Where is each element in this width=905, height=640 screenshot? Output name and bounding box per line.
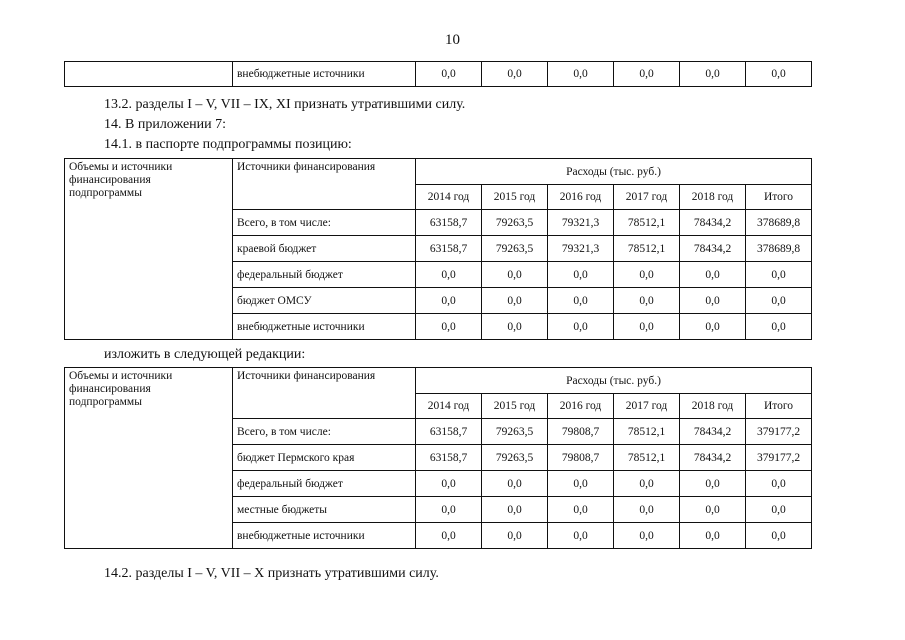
value-cell: 63158,7	[416, 419, 482, 445]
value-cell: 0,0	[746, 314, 812, 340]
value-cell: 79263,5	[482, 445, 548, 471]
value-cell: 0,0	[548, 497, 614, 523]
paragraph-14-2: 14.2. разделы I – V, VII – X признать утратившими силу.	[104, 566, 439, 581]
value-cell: 79263,5	[482, 236, 548, 262]
funding-table-new	[64, 367, 812, 549]
label-line: Объемы и источники	[69, 161, 173, 173]
value-cell: 0,0	[680, 314, 746, 340]
source-cell: Всего, в том числе:	[233, 210, 416, 236]
fragment-value: 0,0	[548, 62, 614, 87]
paragraph-13-2: 13.2. разделы I – V, VII – IX, XI признать утратившими силу.	[104, 97, 466, 112]
value-cell: 0,0	[680, 288, 746, 314]
value-cell: 0,0	[548, 314, 614, 340]
value-cell: 0,0	[482, 288, 548, 314]
year-header: 2018 год	[680, 185, 746, 210]
value-cell: 63158,7	[416, 210, 482, 236]
fragment-empty-cell	[65, 62, 233, 87]
value-cell: 0,0	[416, 314, 482, 340]
value-cell: 0,0	[614, 471, 680, 497]
value-cell: 79263,5	[482, 210, 548, 236]
year-header: 2014 год	[416, 185, 482, 210]
fragment-source-cell: внебюджетные источники	[233, 62, 416, 87]
fragment-value: 0,0	[416, 62, 482, 87]
value-cell: 378689,8	[746, 236, 812, 262]
value-cell: 0,0	[548, 262, 614, 288]
fragment-value: 0,0	[614, 62, 680, 87]
value-cell: 378689,8	[746, 210, 812, 236]
value-cell: 79808,7	[548, 445, 614, 471]
value-cell: 0,0	[680, 262, 746, 288]
label-line: подпрограммы	[69, 187, 142, 199]
page-number: 10	[445, 32, 460, 48]
value-cell: 0,0	[416, 262, 482, 288]
value-cell: 0,0	[680, 523, 746, 549]
value-cell: 63158,7	[416, 445, 482, 471]
fragment-value: 0,0	[746, 62, 812, 87]
subprogram-label-cell	[65, 159, 233, 340]
expenses-header: Расходы (тыс. руб.)	[416, 159, 812, 185]
year-header: 2016 год	[548, 185, 614, 210]
source-cell: федеральный бюджет	[233, 471, 416, 497]
value-cell: 0,0	[482, 523, 548, 549]
value-cell: 79321,3	[548, 236, 614, 262]
source-cell: внебюджетные источники	[233, 523, 416, 549]
label-line: Объемы и источники	[69, 370, 173, 382]
year-header: 2018 год	[680, 394, 746, 419]
value-cell: 0,0	[482, 497, 548, 523]
value-cell: 0,0	[614, 262, 680, 288]
value-cell: 0,0	[548, 471, 614, 497]
source-cell: внебюджетные источники	[233, 314, 416, 340]
value-cell: 78512,1	[614, 210, 680, 236]
value-cell: 79263,5	[482, 419, 548, 445]
value-cell: 0,0	[746, 497, 812, 523]
sources-header: Источники финансирования	[233, 159, 416, 210]
value-cell: 0,0	[746, 288, 812, 314]
year-header: 2016 год	[548, 394, 614, 419]
value-cell: 78434,2	[680, 419, 746, 445]
year-header: 2015 год	[482, 185, 548, 210]
value-cell: 63158,7	[416, 236, 482, 262]
value-cell: 0,0	[548, 288, 614, 314]
year-header: 2017 год	[614, 185, 680, 210]
year-header: 2014 год	[416, 394, 482, 419]
sources-header: Источники финансирования	[233, 368, 416, 419]
value-cell: 78512,1	[614, 419, 680, 445]
source-cell: Всего, в том числе:	[233, 419, 416, 445]
year-header: 2015 год	[482, 394, 548, 419]
value-cell: 0,0	[416, 288, 482, 314]
funding-table-old	[64, 158, 812, 340]
value-cell: 0,0	[680, 471, 746, 497]
fragment-value: 0,0	[680, 62, 746, 87]
value-cell: 0,0	[746, 262, 812, 288]
value-cell: 0,0	[680, 497, 746, 523]
source-cell: краевой бюджет	[233, 236, 416, 262]
total-header: Итого	[746, 394, 812, 419]
value-cell: 0,0	[482, 471, 548, 497]
top-fragment-table	[64, 61, 812, 87]
source-cell: местные бюджеты	[233, 497, 416, 523]
total-header: Итого	[746, 185, 812, 210]
value-cell: 78434,2	[680, 210, 746, 236]
value-cell: 379177,2	[746, 419, 812, 445]
value-cell: 0,0	[614, 497, 680, 523]
year-header: 2017 год	[614, 394, 680, 419]
source-cell: бюджет ОМСУ	[233, 288, 416, 314]
value-cell: 79808,7	[548, 419, 614, 445]
label-line: подпрограммы	[69, 396, 142, 408]
value-cell: 0,0	[746, 523, 812, 549]
value-cell: 0,0	[416, 497, 482, 523]
label-line: финансирования	[69, 383, 151, 395]
value-cell: 379177,2	[746, 445, 812, 471]
source-cell: бюджет Пермского края	[233, 445, 416, 471]
value-cell: 78512,1	[614, 445, 680, 471]
value-cell: 79321,3	[548, 210, 614, 236]
paragraph-14: 14. В приложении 7:	[104, 117, 227, 132]
value-cell: 0,0	[416, 523, 482, 549]
value-cell: 0,0	[746, 471, 812, 497]
value-cell: 0,0	[482, 314, 548, 340]
value-cell: 78434,2	[680, 236, 746, 262]
value-cell: 0,0	[482, 262, 548, 288]
expenses-header: Расходы (тыс. руб.)	[416, 368, 812, 394]
paragraph-replace: изложить в следующей редакции:	[104, 347, 306, 362]
paragraph-14-1: 14.1. в паспорте подпрограммы позицию:	[104, 137, 352, 152]
value-cell: 0,0	[548, 523, 614, 549]
fragment-value: 0,0	[482, 62, 548, 87]
source-cell: федеральный бюджет	[233, 262, 416, 288]
label-line: финансирования	[69, 174, 151, 186]
value-cell: 78512,1	[614, 236, 680, 262]
value-cell: 78434,2	[680, 445, 746, 471]
value-cell: 0,0	[614, 523, 680, 549]
value-cell: 0,0	[416, 471, 482, 497]
value-cell: 0,0	[614, 314, 680, 340]
subprogram-label-cell	[65, 368, 233, 549]
value-cell: 0,0	[614, 288, 680, 314]
